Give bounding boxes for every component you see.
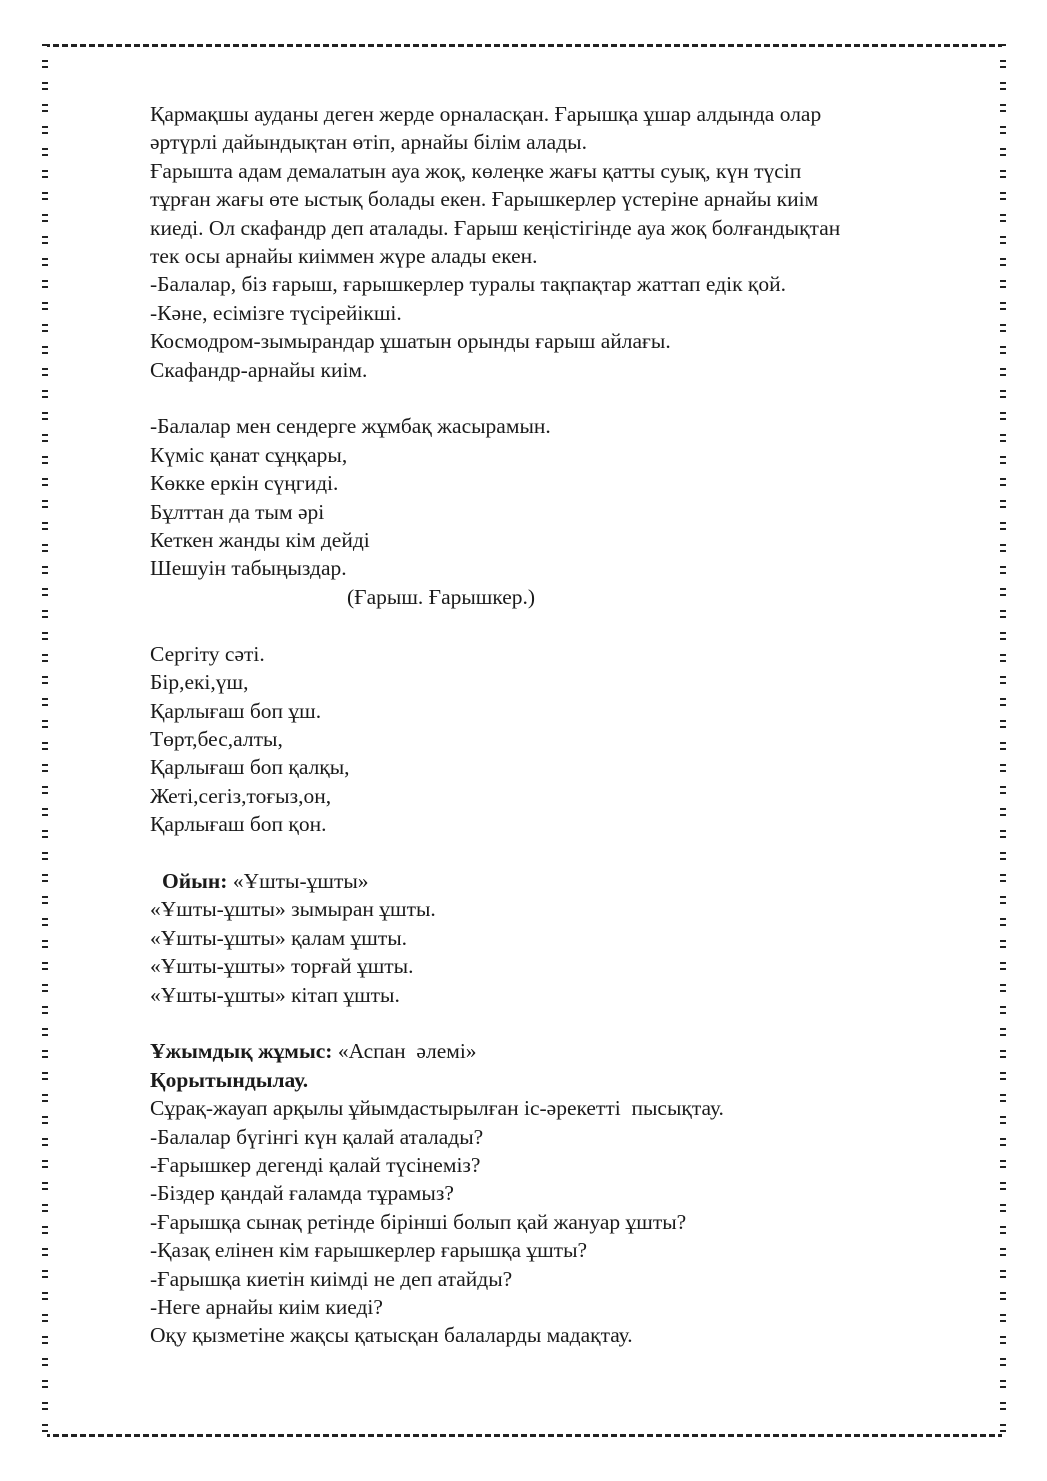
document-body <box>150 100 970 1350</box>
exercise-line: Бір,екі,үш, <box>150 670 249 695</box>
text-line: тек осы арнайы киіммен жүре алады екен. <box>150 244 538 269</box>
intro-section <box>150 100 970 384</box>
text-line: тұрған жағы өте ыстық болады екен. Ғарышкерлер үстеріне арнайы киім <box>150 187 819 212</box>
group-work-title: «Аспан әлемі» <box>332 1039 477 1064</box>
exercise-line: Қарлығаш боп қалқы, <box>150 755 350 780</box>
summary-line: -Қазақ елінен кім ғарышкерлер ғарышқа ұшты? <box>150 1238 588 1263</box>
text-line: Скафандр-арнайы киім. <box>150 357 368 382</box>
text-line: киеді. Ол скафандр деп аталады. Ғарыш кеңістігінде ауа жоқ болғандықтан <box>150 215 841 240</box>
riddle-line: Бұлттан да тым әрі <box>150 499 325 524</box>
text-line: -Кәне, есімізге түсірейікші. <box>150 300 402 325</box>
game-line: «Ұшты-ұшты» зымыран ұшты. <box>150 897 436 922</box>
exercise-line: Жеті,сегіз,тоғыз,он, <box>150 783 332 808</box>
riddle-answer: (Ғарыш. Ғарышкер.) <box>347 584 536 609</box>
game-label: Ойын: <box>162 868 228 893</box>
summary-line: -Ғарышкер дегенді қалай түсінеміз? <box>150 1152 481 1177</box>
game-line: «Ұшты-ұшты» кітап ұшты. <box>150 982 400 1007</box>
riddle-line: Кеткен жанды кім дейді <box>150 528 370 553</box>
summary-line: -Ғарышқа сынақ ретінде бірінші болып қай жануар ұшты? <box>150 1209 687 1234</box>
summary-line: Оқу қызметіне жақсы қатысқан балаларды мадақтау. <box>150 1323 633 1348</box>
summary-heading-text: Қорытындылау. <box>150 1067 309 1092</box>
text-line: Ғарышта адам демалатын ауа жоқ, көлеңке жағы қатты суық, күн түсіп <box>150 158 802 183</box>
riddle-line: Күміс қанат сұңқары, <box>150 442 348 467</box>
text-line: -Балалар, біз ғарыш, ғарышкерлер туралы тақпақтар жаттап едік қой. <box>150 272 787 297</box>
game-section <box>150 867 970 1009</box>
summary-line: -Неге арнайы киім киеді? <box>150 1295 383 1319</box>
exercise-section <box>150 640 970 839</box>
text-line: Қармақшы ауданы деген жерде орналасқан. Ғарышқа ұшар алдында олар <box>150 102 822 126</box>
spacer <box>150 1009 970 1037</box>
spacer <box>150 384 970 412</box>
spacer <box>150 839 970 867</box>
text-line: әртүрлі дайындықтан өтіп, арнайы білім алады. <box>150 130 587 155</box>
summary-line: Сұрақ-жауап арқылы ұйымдастырылған іс-әрекетті пысықтау. <box>150 1096 724 1121</box>
game-line: «Ұшты-ұшты» торғай ұшты. <box>150 954 414 979</box>
page-border-left <box>42 44 48 1437</box>
riddle-line: Шешуін табыңыздар. <box>150 556 347 581</box>
game-line: «Ұшты-ұшты» қалам ұшты. <box>150 925 408 950</box>
riddle-line: -Балалар мен сендерге жұмбақ жасырамын. <box>150 414 551 439</box>
summary-section <box>150 1037 970 1349</box>
summary-line: -Балалар бүгінгі күн қалай аталады? <box>150 1124 484 1149</box>
summary-heading <box>150 1066 970 1094</box>
exercise-line: Қарлығаш боп қон. <box>150 812 327 837</box>
exercise-line: Төрт,бес,алты, <box>150 726 283 751</box>
group-work-heading <box>150 1037 970 1065</box>
riddle-section <box>150 412 970 611</box>
summary-line: -Біздер қандай ғаламда тұрамыз? <box>150 1181 454 1206</box>
spacer <box>150 611 970 639</box>
game-heading <box>150 867 970 895</box>
riddle-line: Көкке еркін сүңгиді. <box>150 471 339 496</box>
summary-line: -Ғарышқа киетін киімді не деп атайды? <box>150 1266 513 1291</box>
group-work-label: Ұжымдық жұмыс: <box>150 1039 333 1064</box>
text-line: Космодром-зымырандар ұшатын орынды ғарыш айлағы. <box>150 329 671 354</box>
exercise-line: Қарлығаш боп ұш. <box>150 698 322 723</box>
page-border-right <box>1000 44 1006 1437</box>
exercise-line: Сергіту сәті. <box>150 641 265 666</box>
game-title: «Ұшты-ұшты» <box>227 868 369 893</box>
